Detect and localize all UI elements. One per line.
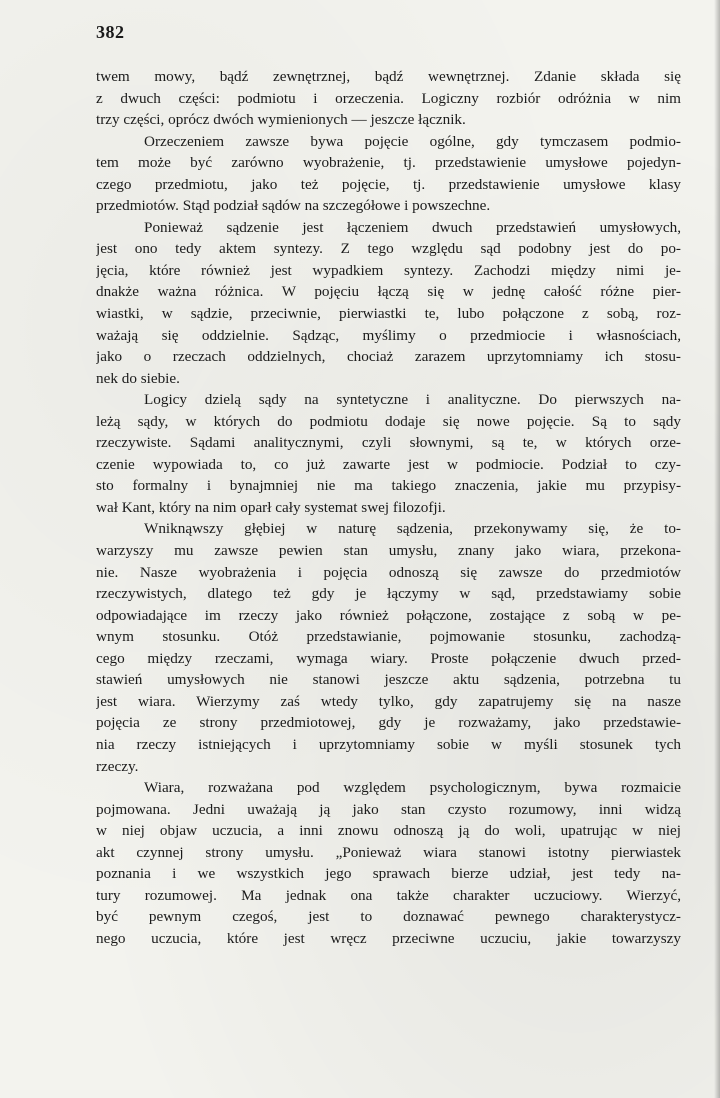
text-line: nia rzeczy istniejących i uprzytomniamy sobie w myśli stosunek tych: [96, 735, 681, 753]
text-line: nek do siebie.: [96, 369, 180, 387]
text-line: akt czynnej strony umysłu. „Ponieważ wiara stanowi istotny pierwiastek: [96, 843, 681, 861]
page-number: 382: [96, 22, 125, 42]
text-line: nego uczucia, które jest wręcz przeciwne uczuciu, jakie towarzyszy: [96, 929, 681, 947]
page-edge-shadow: [714, 0, 720, 1098]
text-line: wnym stosunku. Otóż przedstawianie, pojmowanie stosunku, zachodzą-: [96, 628, 681, 646]
text-line: Logicy dzielą sądy na syntetyczne i analityczne. Do pierwszych na-: [144, 391, 681, 409]
text-line: przedmiotów. Stąd podział sądów na szczegółowe i powszechne.: [96, 197, 491, 215]
paragraph: [96, 217, 681, 389]
text-line: trzy części, oprócz dwóch wymienionych — jeszcze łącznik.: [96, 111, 466, 129]
text-line: jako o rzeczach oddzielnych, chociaż zarazem uprzytomniamy ich stosu-: [96, 348, 681, 366]
text-line: odpowiadające im rzeczy jako również połączone, zostające z sobą w pe-: [96, 606, 681, 624]
text-line: twem mowy, bądź zewnętrznej, bądź wewnętrznej. Zdanie składa się: [96, 68, 681, 85]
paragraph: [96, 518, 681, 777]
text-line: jest ono tedy aktem syntezy. Z tego względu sąd podobny jest do po-: [96, 240, 681, 258]
text-line: nie. Nasze wyobrażenia i pojęcia odnoszą się zawsze do przedmiotów: [96, 563, 681, 581]
text-line: ważają się oddzielnie. Sądząc, myślimy o przedmiocie i własnościach,: [96, 326, 681, 344]
text-line: rzeczy.: [96, 757, 139, 775]
text-line: w niej objaw uczucia, a inni znowu odnoszą ją do woli, upatrując w niej: [96, 822, 681, 840]
text-line: wał Kant, który na nim oparł cały systemat swej filozofji.: [96, 498, 446, 516]
text-line: sto formalny i bynajmniej nie ma takiego znaczenia, jakie mu przypisy-: [96, 477, 681, 495]
text-line: rzeczywistych, dlatego też gdy je łączymy w sąd, przedstawiamy sobie: [96, 585, 681, 603]
text-line: Wniknąwszy głębiej w naturę sądzenia, przekonywamy się, że to-: [144, 520, 681, 538]
text-line: Wiara, rozważana pod względem psychologicznym, bywa rozmaicie: [144, 779, 681, 797]
text-line: pojmowana. Jedni uważają ją jako stan czysto rozumowy, inni widzą: [96, 800, 681, 818]
text-line: tem może być zarówno wyobrażenie, tj. przedstawienie umysłowe pojedyn-: [96, 154, 681, 172]
text-line: leżą sądy, w których do podmiotu dodaje się nowe pojęcie. Są to sądy: [96, 412, 681, 430]
paragraph: [96, 66, 681, 131]
text-line: stawień umysłowych nie stanowi jeszcze aktu sądzenia, potrzebna tu: [96, 671, 681, 689]
paragraph: [96, 131, 681, 217]
text-line: rzeczywiste. Sądami analitycznymi, czyli słownymi, są te, w których orze-: [96, 434, 681, 452]
text-line: jest wiara. Wierzymy zaś wtedy tylko, gdy zapatrujemy się na nasze: [96, 692, 681, 710]
text-line: tury rozumowej. Ma jednak ona także charakter uczuciowy. Wierzyć,: [96, 886, 681, 904]
body-text: [96, 66, 681, 949]
text-line: Ponieważ sądzenie jest łączeniem dwuch przedstawień umysłowych,: [144, 218, 681, 236]
paragraph: [96, 777, 681, 949]
text-line: jęcia, które również jest wypadkiem syntezy. Zachodzi między nimi je-: [96, 261, 681, 279]
text-line: dnakże ważna różnica. W pojęciu łączą się w jednę całość różne pier-: [96, 283, 681, 301]
text-line: wiastki, w sądzie, przeciwnie, pierwiastki te, lubo połączone z sobą, roz-: [96, 305, 681, 323]
paragraph: [96, 389, 681, 518]
text-line: Orzeczeniem zawsze bywa pojęcie ogólne, gdy tymczasem podmio-: [144, 132, 681, 150]
text-line: warzyszy mu zawsze pewien stan umysłu, znany jako wiara, przekona-: [96, 542, 681, 560]
text-line: cego między rzeczami, wymaga wiary. Proste połączenie dwuch przed-: [96, 649, 681, 667]
text-line: z dwuch części: podmiotu i orzeczenia. Logiczny rozbiór odróżnia w nim: [96, 89, 681, 107]
text-line: pojęcia ze strony przedmiotowej, gdy je rozważamy, jako przedstawie-: [96, 714, 681, 732]
text-line: czenie wypowiada to, co już zawarte jest w podmiocie. Podział to czy-: [96, 455, 681, 473]
text-line: być pewnym czegoś, jest to doznawać pewnego charakterystycz-: [96, 908, 681, 926]
text-line: czego przedmiotu, jako też pojęcie, tj. przedstawienie umysłowe klasy: [96, 175, 681, 193]
text-line: poznania i we wszystkich jego sprawach bierze udział, jest tedy na-: [96, 865, 681, 883]
